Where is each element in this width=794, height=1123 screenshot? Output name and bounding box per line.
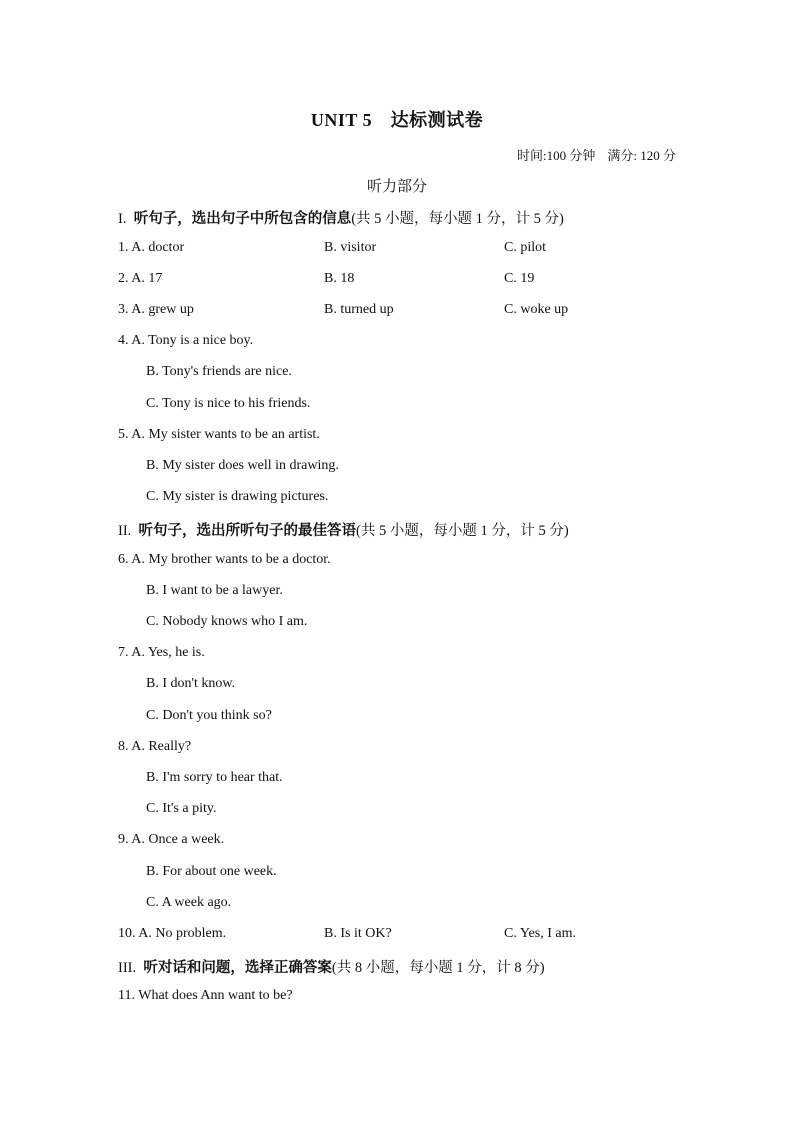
q8-option-a: 8. A. Really?: [118, 739, 192, 754]
q1-option-b: B. visitor: [324, 240, 377, 255]
q3-option-c: C. woke up: [504, 302, 569, 317]
q10-option-a: 10. A. No problem.: [118, 926, 227, 941]
q4-option-a: 4. A. Tony is a nice boy.: [118, 333, 254, 348]
section-heading-3: [118, 956, 545, 977]
section-number: III.: [118, 960, 137, 976]
q11-question: 11. What does Ann want to be?: [118, 988, 293, 1003]
section-scoring: (共 5 小题，每小题 1 分，计 5 分): [351, 211, 564, 227]
q1-option-a: 1. A. doctor: [118, 240, 185, 255]
section-instruction: 听句子，选出句子中所包含的信息: [133, 211, 352, 227]
q7-option-c: C. Don't you think so?: [146, 708, 272, 723]
q10-option-c: C. Yes, I am.: [504, 926, 576, 941]
exam-meta: [517, 145, 676, 164]
q5-option-b: B. My sister does well in drawing.: [146, 458, 339, 473]
q3-option-a: 3. A. grew up: [118, 302, 194, 317]
q5-option-a: 5. A. My sister wants to be an artist.: [118, 427, 320, 442]
q8-option-b: B. I'm sorry to hear that.: [146, 770, 283, 785]
q6-option-b: B. I want to be a lawyer.: [146, 583, 283, 598]
section-number: I.: [118, 211, 127, 227]
section-heading-2: [118, 519, 569, 540]
q7-option-b: B. I don't know.: [146, 676, 236, 691]
q2-option-b: B. 18: [324, 271, 355, 286]
section-number: II.: [118, 523, 132, 539]
page-title: UNIT 5 达标测试卷: [310, 110, 484, 130]
part-heading: 听力部分: [366, 179, 427, 195]
section-heading-1: [118, 207, 564, 228]
section-scoring: (共 8 小题，每小题 1 分，计 8 分): [331, 960, 545, 976]
section-instruction: 听对话和问题，选择正确答案: [143, 960, 332, 976]
section-scoring: (共 5 小题，每小题 1 分，计 5 分): [356, 523, 569, 539]
q8-option-c: C. It's a pity.: [146, 801, 217, 816]
q4-option-c: C. Tony is nice to his friends.: [146, 396, 311, 411]
q2-option-a: 2. A. 17: [118, 271, 163, 286]
q9-option-b: B. For about one week.: [146, 864, 277, 879]
q7-option-a: 7. A. Yes, he is.: [118, 645, 205, 660]
q5-option-c: C. My sister is drawing pictures.: [146, 489, 329, 504]
q9-option-c: C. A week ago.: [146, 895, 232, 910]
section-instruction: 听句子，选出所听句子的最佳答语: [138, 523, 357, 539]
time-limit: 时间:100 分钟: [517, 148, 596, 163]
q1-option-c: C. pilot: [504, 240, 547, 255]
full-score: 满分: 120 分: [607, 148, 676, 163]
q6-option-a: 6. A. My brother wants to be a doctor.: [118, 552, 331, 567]
q3-option-b: B. turned up: [324, 302, 394, 317]
q2-option-c: C. 19: [504, 271, 535, 286]
q10-option-b: B. Is it OK?: [324, 926, 392, 941]
q9-option-a: 9. A. Once a week.: [118, 832, 225, 847]
q6-option-c: C. Nobody knows who I am.: [146, 614, 308, 629]
q4-option-b: B. Tony's friends are nice.: [146, 364, 292, 379]
